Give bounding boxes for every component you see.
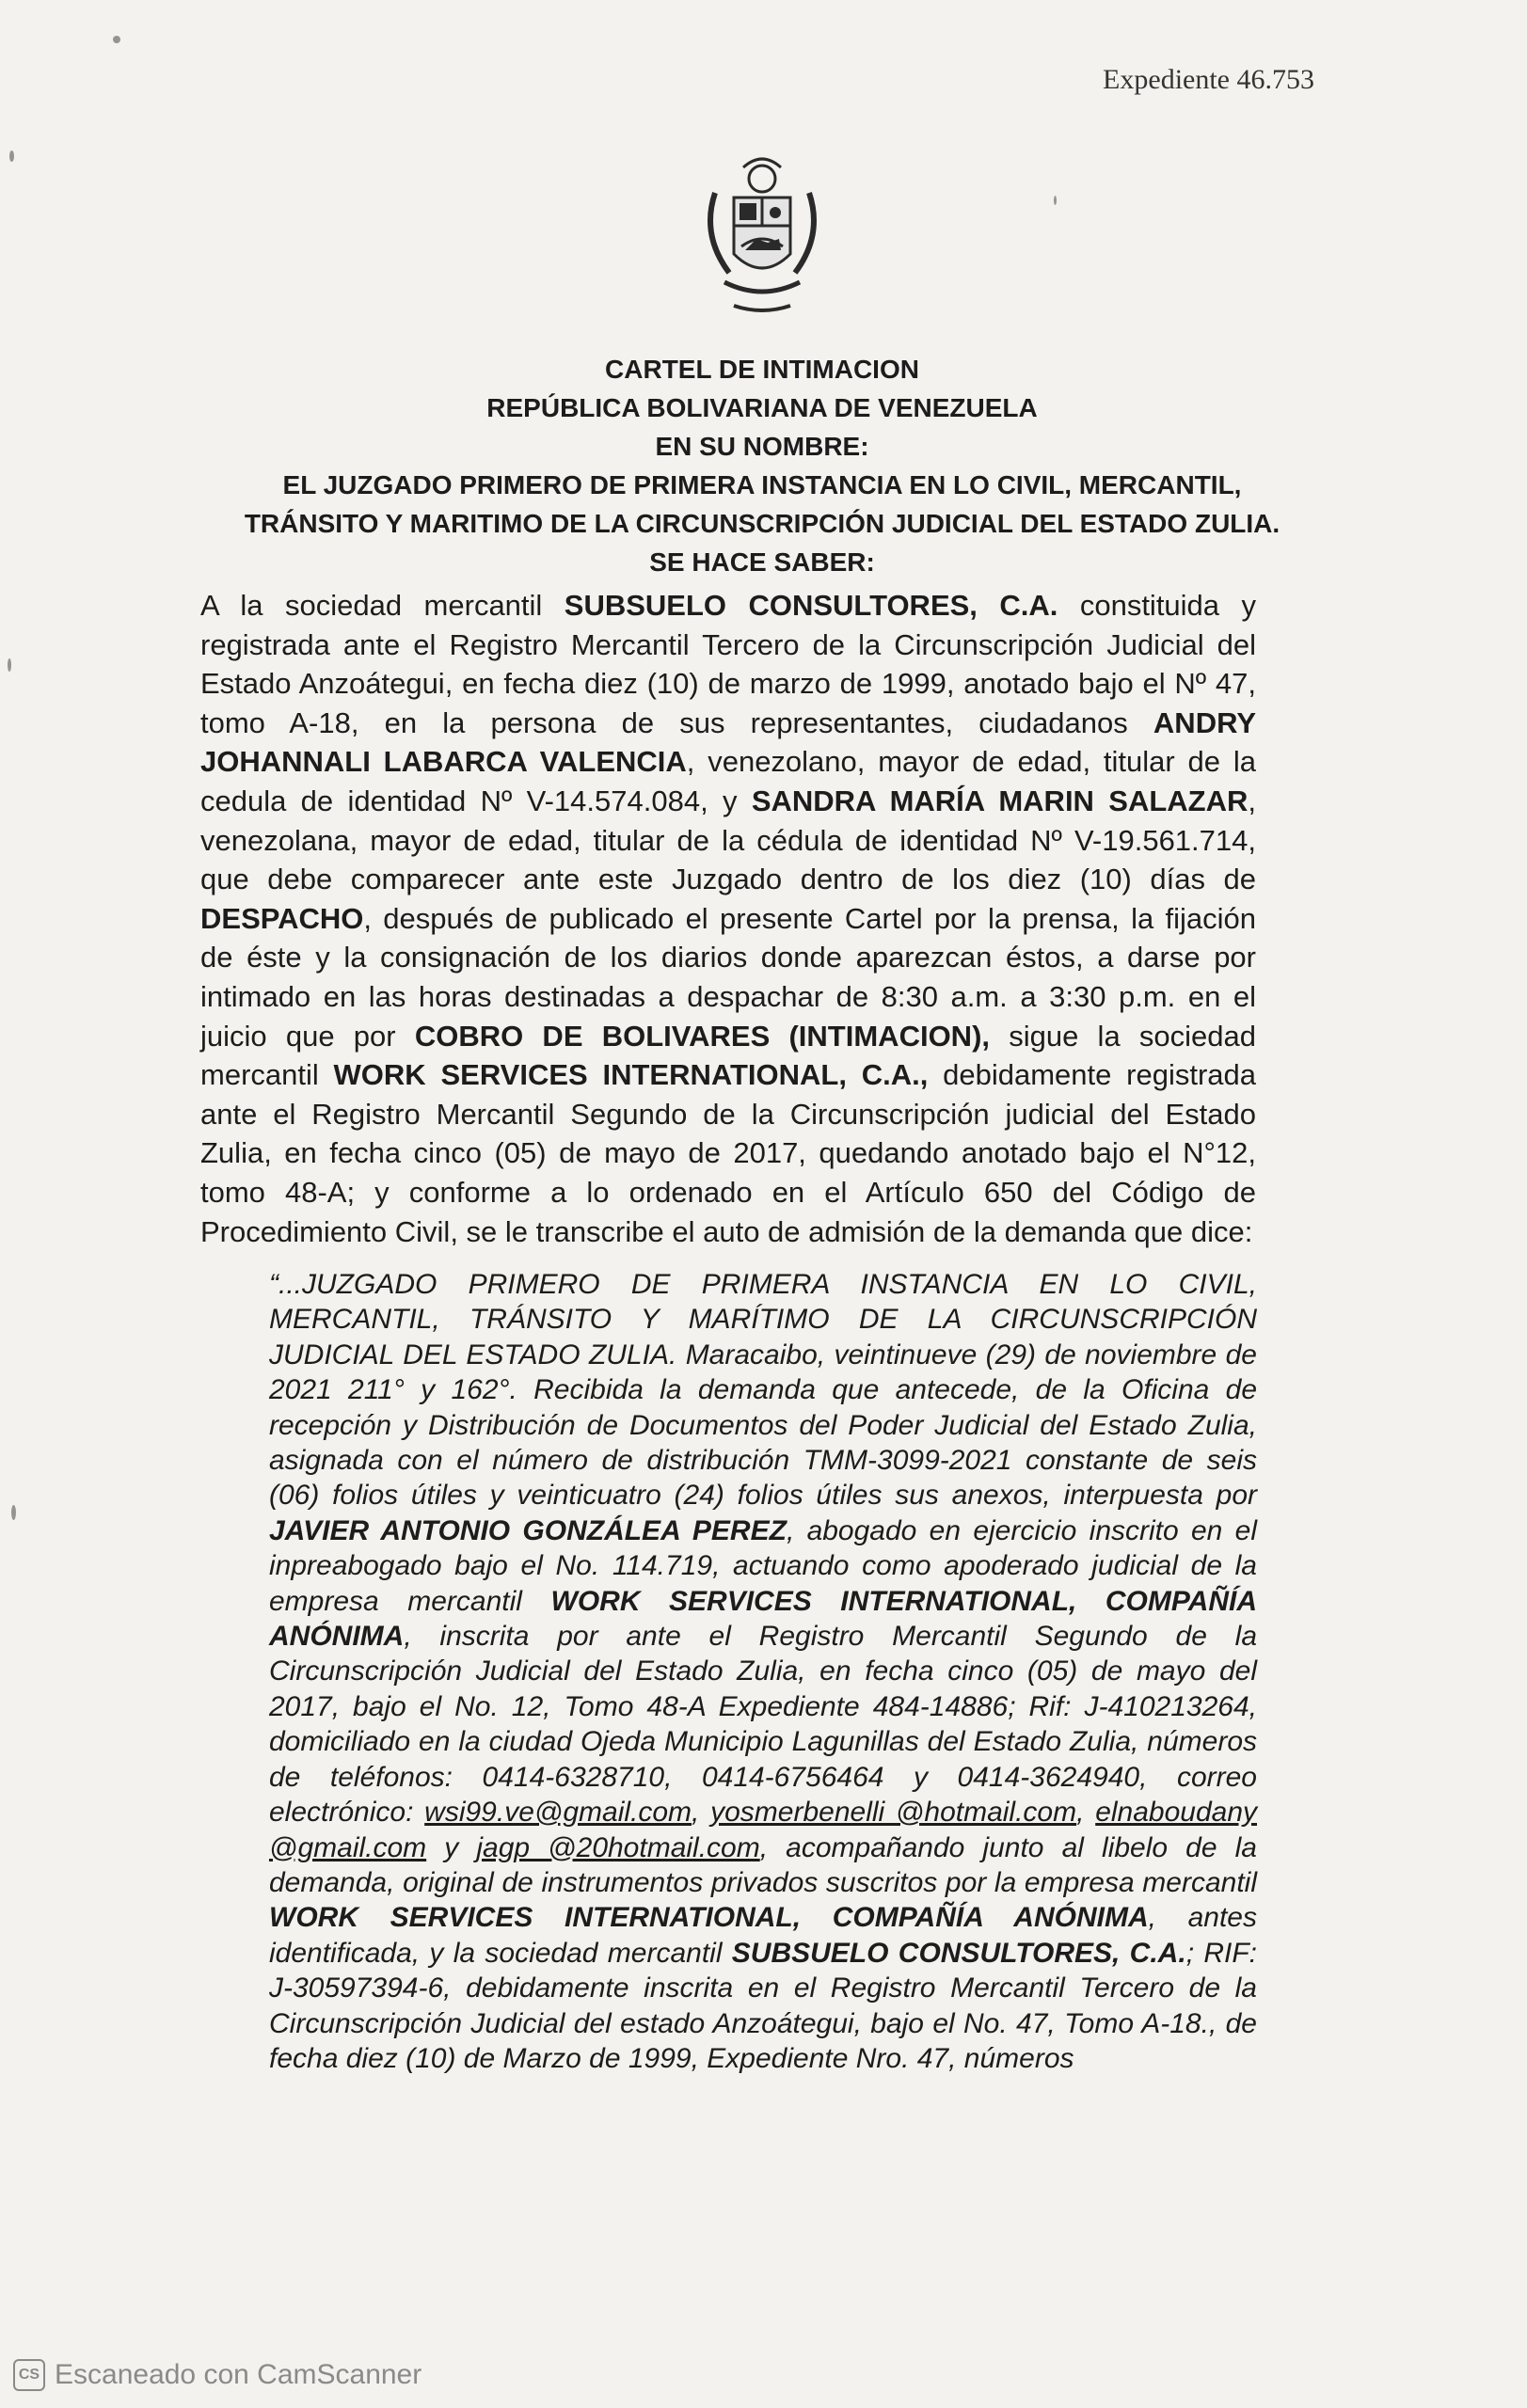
court-heading-line-1: EL JUZGADO PRIMERO DE PRIMERA INSTANCIA EN LO CIVIL, MERCANTIL, xyxy=(282,470,1242,499)
quote-bold-segment: WORK SERVICES INTERNATIONAL, COMPAÑÍA ANÓNIMA xyxy=(269,1902,1149,1934)
body-text-segment: , venezolano, mayor de edad, titular de la cedula de identidad Nº V-14.574.084, y xyxy=(200,745,1256,817)
body-text-segment: , venezolana, mayor de edad, titular de la cédula de identidad Nº V-19.561.714, que debe comparecer ante este Juzgado dentro de los diez (10) días de xyxy=(200,784,1256,896)
body-bold-segment: SUBSUELO CONSULTORES, C.A. xyxy=(564,589,1058,622)
quote-text-segment: , antes identificada, y la sociedad mercantil xyxy=(269,1902,1257,1969)
quote-bold-segment: SUBSUELO CONSULTORES, C.A. xyxy=(731,1937,1186,1969)
body-bold-segment: DESPACHO xyxy=(200,901,364,935)
body-text-segment: , después de publicado el presente Cartel por la prensa, la fijación de éste y la consignación de los diarios donde aparezcan éstos, a darse por intimado en las horas destinadas a despachar de 8:30 a.m. a 3:30 p.m. en el juicio que por xyxy=(200,901,1256,1053)
quote-text-segment: , inscrita por ante el Registro Mercantil Segundo de la Circunscripción Judicial del Estado Zulia, en fecha cinco (05) de mayo del 2017, bajo el No. 12, Tomo 48-A Expediente 484-14886; Rif: J-410213264, domiciliado en la ciudad Ojeda Municipio Lagunillas del Estado Zulia, números de teléfonos: 0414-6328710, 0414-6756464 y 0414-3624940, correo electrónico: xyxy=(269,1621,1257,1829)
venezuela-coat-of-arms-icon xyxy=(677,141,847,329)
body-text-segment: sigue la sociedad mercantil xyxy=(200,1019,1256,1092)
quote-text-segment: , acompañando junto al libelo de la demanda, original de instrumentos privados suscritos por la empresa mercantil xyxy=(269,1831,1257,1898)
scan-speck xyxy=(1054,196,1057,205)
quote-text-segment: “...JUZGADO PRIMERO DE PRIMERA INSTANCIA EN LO CIVIL, MERCANTIL, TRÁNSITO Y MARÍTIMO DE LA CIRCUNSCRIPCIÓN JUDICIAL DEL ESTADO ZULIA. Maracaibo, veintinueve (29) de noviembre de 2021 211° y 162°. Recibida la demanda que antecede, de la Oficina de recepción y Distribución de Documentos del Poder Judicial del Estado Zulia, asignada con el número de distribución TMM-3099-2021 constante de seis (06) folios útiles y veinticuatro (24) folios útiles sus anexos, interpuesta por xyxy=(269,1269,1257,1512)
court-heading-line-2: TRÁNSITO Y MARITIMO DE LA CIRCUNSCRIPCIÓN JUDICIAL DEL ESTADO ZULIA. xyxy=(244,509,1280,538)
main-paragraph xyxy=(200,586,1256,1251)
body-bold-segment: ANDRY JOHANNALI LABARCA VALENCIA xyxy=(200,705,1256,779)
body-text-segment: constituida y registrada ante el Registro Mercantil Tercero de la Circunscripción Judicial del Estado Anzoátegui, en fecha diez (10) de marzo de 1999, anotado bajo el Nº 47, tomo A-18, en la persona de sus representantes, ciudadanos xyxy=(200,589,1256,739)
body-paragraph xyxy=(200,586,1256,1251)
quote-bold-segment: WORK SERVICES INTERNATIONAL, COMPAÑÍA ANÓNIMA xyxy=(269,1585,1257,1653)
email-link[interactable]: wsi99.ve@gmail.com xyxy=(424,1797,692,1829)
email-link[interactable]: jagp @20hotmail.com xyxy=(476,1831,760,1863)
camscanner-logo-icon: CS xyxy=(13,2359,45,2391)
body-text-segment: debidamente registrada ante el Registro Mercantil Segundo de la Circunscripción judicial del Estado Zulia, en fecha cinco (05) de mayo de 2017, quedando anotado bajo el N°12, tomo 48-A; y conforme a lo ordenado en el Artículo 650 del Código de Procedimiento Civil, se le transcribe el auto de admisión de la demanda que dice: xyxy=(200,1058,1256,1248)
body-bold-segment: WORK SERVICES INTERNATIONAL, C.A., xyxy=(333,1058,929,1092)
quote-text-segment: ; RIF: J-30597394-6, debidamente inscrita en el Registro Mercantil Tercero de la Circunscripción Judicial del estado Anzoátegui, bajo el No. 47, Tomo A-18., de fecha diez (10) de Marzo de 1999, Expediente Nro. 47, números xyxy=(269,1937,1257,2074)
quote-text-segment: , xyxy=(1076,1797,1096,1829)
body-bold-segment: SANDRA MARÍA MARIN SALAZAR xyxy=(751,784,1249,817)
se-hace-saber-heading: SE HACE SABER: xyxy=(649,547,875,577)
republic-heading: REPÚBLICA BOLIVARIANA DE VENEZUELA xyxy=(486,393,1038,422)
camscanner-text: Escaneado con CamScanner xyxy=(55,2359,422,2390)
email-link[interactable]: elnaboudany @gmail.com xyxy=(269,1797,1258,1863)
en-su-nombre-heading: EN SU NOMBRE: xyxy=(655,432,869,461)
email-link[interactable]: yosmerbenelli @hotmail.com xyxy=(710,1797,1077,1829)
scan-speck xyxy=(8,658,11,672)
quote-bold-segment: JAVIER ANTONIO GONZÁLEA PEREZ xyxy=(269,1514,787,1546)
expediente-number: Expediente 46.753 xyxy=(1103,64,1314,95)
scan-speck xyxy=(113,36,120,43)
quote-text-segment: , abogado en ejercicio inscrito en el inpreabogado bajo el No. 114.719, actuando como apoderado judicial de la empresa mercantil xyxy=(269,1514,1257,1617)
quote-paragraph xyxy=(269,1267,1257,2076)
scan-speck xyxy=(9,150,14,162)
quote-text-segment: , xyxy=(692,1797,711,1829)
scan-speck xyxy=(11,1505,16,1520)
body-text-segment: A la sociedad mercantil xyxy=(200,589,565,622)
camscanner-watermark xyxy=(13,2359,422,2391)
quote-text-segment: y xyxy=(426,1831,477,1863)
document-headings xyxy=(132,350,1392,581)
document-title: CARTEL DE INTIMACION xyxy=(605,355,919,384)
quoted-admission-order xyxy=(269,1267,1257,2076)
body-bold-segment: COBRO DE BOLIVARES (INTIMACION), xyxy=(414,1019,991,1053)
